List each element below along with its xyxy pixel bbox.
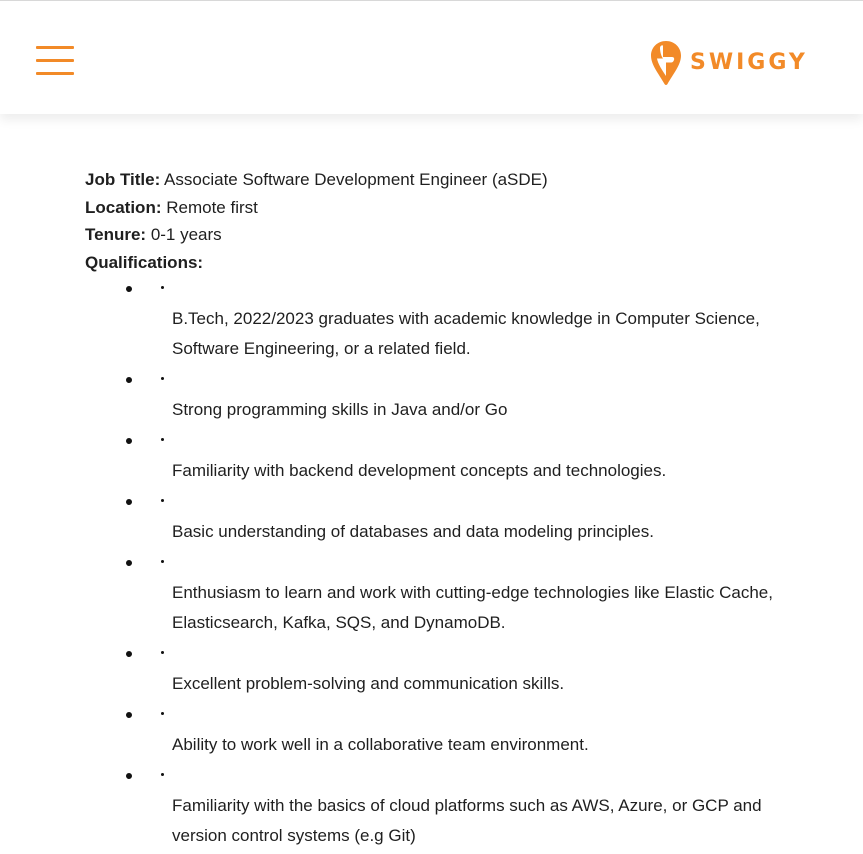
qualifications-label: Qualifications:: [85, 252, 204, 272]
list-item: [85, 702, 785, 763]
swiggy-pin-logo-icon: [650, 40, 682, 86]
bullet-icon: [126, 438, 132, 444]
list-item: [85, 489, 785, 550]
bullet-icon: [161, 651, 164, 654]
bullet-icon: [126, 560, 132, 566]
tenure-line: [85, 221, 785, 249]
site-header: [0, 1, 863, 114]
hamburger-menu-icon[interactable]: [36, 46, 74, 76]
qualification-text: Familiarity with backend development concepts and technologies.: [172, 461, 667, 480]
bullet-icon: [126, 773, 132, 779]
qualification-text: Basic understanding of databases and data modeling principles.: [172, 522, 654, 541]
list-item: [85, 276, 785, 367]
job-title-value: Associate Software Development Engineer (aSDE): [164, 170, 548, 189]
job-title-label: Job Title:: [85, 170, 161, 189]
list-item: [85, 367, 785, 428]
brand-wordmark: SWIGGY: [690, 50, 808, 75]
bullet-icon: [161, 438, 164, 441]
bullet-icon: [161, 560, 164, 563]
bullet-icon: [161, 712, 164, 715]
qualification-text: Enthusiasm to learn and work with cutting-edge technologies like Elastic Cache, Elasticsearch, Kafka, SQS, and DynamoDB.: [172, 583, 773, 632]
swiggy-logo[interactable]: [650, 39, 808, 87]
list-item: [85, 763, 785, 854]
bullet-icon: [126, 377, 132, 383]
bullet-icon: [161, 377, 164, 380]
qualification-text: Ability to work well in a collaborative team environment.: [172, 735, 589, 754]
bullet-icon: [126, 712, 132, 718]
job-title-line: [85, 166, 785, 194]
location-label: Location:: [85, 197, 162, 217]
qualification-text: Strong programming skills in Java and/or Go: [172, 400, 508, 419]
list-item: [85, 428, 785, 489]
list-item: [85, 550, 785, 641]
qualifications-list: [85, 276, 785, 854]
bullet-icon: [126, 286, 132, 292]
location-line: [85, 194, 785, 222]
tenure-label: Tenure:: [85, 225, 147, 244]
job-description: [85, 166, 785, 854]
location-value: Remote first: [166, 197, 258, 217]
bullet-icon: [126, 499, 132, 505]
qualification-text: Excellent problem-solving and communication skills.: [172, 674, 565, 693]
qualifications-heading: [85, 249, 785, 277]
tenure-value: 0-1 years: [150, 225, 222, 244]
bullet-icon: [161, 499, 164, 502]
qualification-text: B.Tech, 2022/2023 graduates with academic knowledge in Computer Science, Software Engineering, or a related field.: [172, 309, 760, 358]
bullet-icon: [161, 773, 164, 776]
bullet-icon: [126, 651, 132, 657]
qualification-text: Familiarity with the basics of cloud platforms such as AWS, Azure, or GCP and version control systems (e.g Git): [172, 796, 762, 845]
bullet-icon: [161, 286, 164, 289]
list-item: [85, 641, 785, 702]
